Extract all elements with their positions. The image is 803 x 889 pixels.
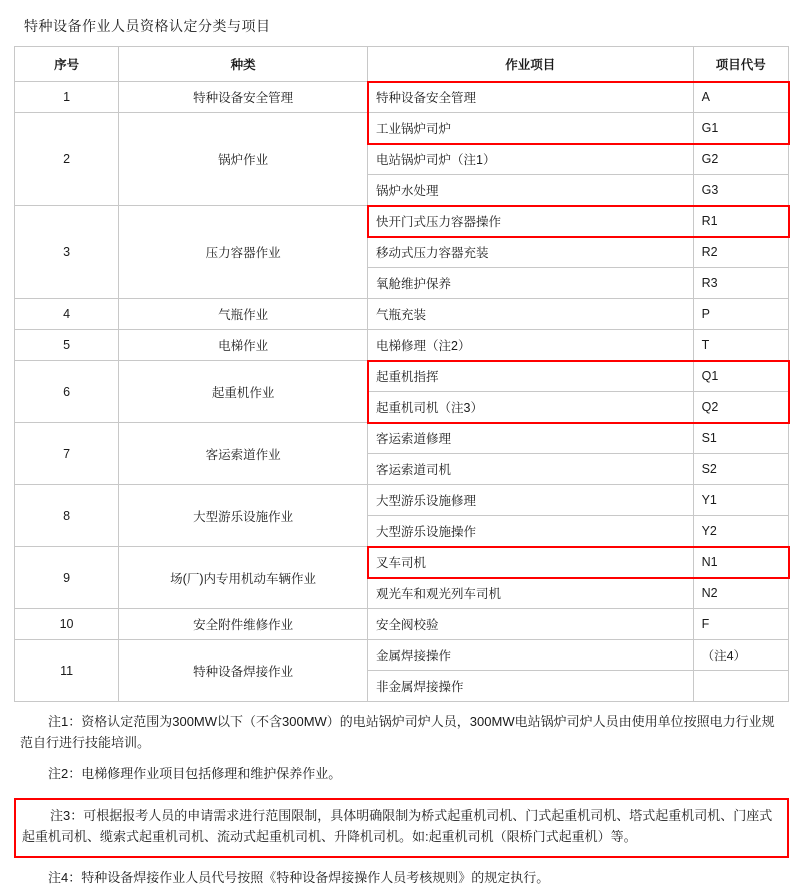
cell-kind: 电梯作业	[119, 330, 368, 361]
table-row	[15, 113, 789, 144]
page-title: 特种设备作业人员资格认定分类与项目	[24, 18, 271, 34]
cell-kind: 锅炉作业	[119, 113, 368, 206]
notes-section	[14, 712, 789, 889]
cell-code: F	[693, 609, 788, 640]
qualification-table	[14, 46, 789, 702]
cell-no: 6	[15, 361, 119, 423]
cell-code: Y1	[693, 485, 788, 516]
cell-kind: 特种设备安全管理	[119, 82, 368, 113]
cell-item: 非金属焊接操作	[368, 671, 694, 702]
cell-code: G2	[693, 144, 788, 175]
cell-kind: 安全附件维修作业	[119, 609, 368, 640]
cell-item: 观光车和观光列车司机	[368, 578, 694, 609]
cell-item: 氧舱维护保养	[368, 268, 694, 299]
table-row	[15, 330, 789, 361]
cell-item: 起重机指挥	[368, 361, 694, 392]
cell-no: 2	[15, 113, 119, 206]
cell-no: 1	[15, 82, 119, 113]
note-paragraph: 注3：可根据报考人员的申请需求进行范围限制，具体明确限制为桥式起重机司机、门式起重机司机、塔式起重机司机、门座式起重机司机、缆索式起重机司机、流动式起重机司机、升降机司机。如:起重机司机（限桥门式起重机）等。	[14, 798, 789, 858]
column-header-item: 作业项目	[368, 47, 694, 82]
cell-kind: 大型游乐设施作业	[119, 485, 368, 547]
cell-item: 快开门式压力容器操作	[368, 206, 694, 237]
table-header-row	[15, 47, 789, 82]
cell-kind: 压力容器作业	[119, 206, 368, 299]
cell-code: G3	[693, 175, 788, 206]
cell-code: P	[693, 299, 788, 330]
cell-code: Q1	[693, 361, 788, 392]
cell-item: 特种设备安全管理	[368, 82, 694, 113]
table-row	[15, 609, 789, 640]
cell-code: N1	[693, 547, 788, 578]
table-row	[15, 423, 789, 454]
cell-item: 锅炉水处理	[368, 175, 694, 206]
cell-code: N2	[693, 578, 788, 609]
table-body	[15, 82, 789, 702]
cell-code: R2	[693, 237, 788, 268]
table-row	[15, 547, 789, 578]
cell-code: Y2	[693, 516, 788, 547]
note-paragraph: 注4：特种设备焊接作业人员代号按照《特种设备焊接操作人员考核规则》的规定执行。	[48, 869, 550, 885]
cell-code: G1	[693, 113, 788, 144]
cell-no: 3	[15, 206, 119, 299]
cell-code: S2	[693, 454, 788, 485]
cell-code	[693, 671, 788, 702]
table-row	[15, 485, 789, 516]
cell-item: 大型游乐设施修理	[368, 485, 694, 516]
note-paragraph: 注1：资格认定范围为300MW以下（不含300MW）的电站锅炉司炉人员，300MW电站锅炉司炉人员由使用单位按照电力行业规范自行进行技能培训。	[20, 714, 775, 750]
table-row	[15, 206, 789, 237]
cell-no: 7	[15, 423, 119, 485]
cell-kind: 起重机作业	[119, 361, 368, 423]
note-paragraph: 注2：电梯修理作业项目包括修理和维护保养作业。	[48, 765, 342, 781]
cell-no: 9	[15, 547, 119, 609]
cell-code: T	[693, 330, 788, 361]
cell-item: 大型游乐设施操作	[368, 516, 694, 547]
cell-item: 起重机司机（注3）	[368, 392, 694, 423]
cell-item: 客运索道司机	[368, 454, 694, 485]
cell-item: 移动式压力容器充装	[368, 237, 694, 268]
cell-code: （注4）	[693, 640, 788, 671]
cell-no: 10	[15, 609, 119, 640]
cell-code: Q2	[693, 392, 788, 423]
cell-item: 叉车司机	[368, 547, 694, 578]
cell-item: 工业锅炉司炉	[368, 113, 694, 144]
cell-kind: 场(厂)内专用机动车辆作业	[119, 547, 368, 609]
cell-no: 5	[15, 330, 119, 361]
cell-item: 安全阀校验	[368, 609, 694, 640]
cell-code: S1	[693, 423, 788, 454]
cell-no: 11	[15, 640, 119, 702]
cell-code: A	[693, 82, 788, 113]
cell-no: 8	[15, 485, 119, 547]
cell-item: 客运索道修理	[368, 423, 694, 454]
cell-kind: 客运索道作业	[119, 423, 368, 485]
column-header-no: 序号	[15, 47, 119, 82]
cell-item: 金属焊接操作	[368, 640, 694, 671]
cell-kind: 气瓶作业	[119, 299, 368, 330]
table-row	[15, 640, 789, 671]
cell-kind: 特种设备焊接作业	[119, 640, 368, 702]
column-header-code: 项目代号	[693, 47, 788, 82]
cell-no: 4	[15, 299, 119, 330]
cell-item: 气瓶充装	[368, 299, 694, 330]
cell-item: 电梯修理（注2）	[368, 330, 694, 361]
table-row	[15, 82, 789, 113]
table-header	[15, 47, 789, 82]
cell-code: R3	[693, 268, 788, 299]
table-row	[15, 299, 789, 330]
column-header-kind: 种类	[119, 47, 368, 82]
cell-item: 电站锅炉司炉（注1）	[368, 144, 694, 175]
table-row	[15, 361, 789, 392]
cell-code: R1	[693, 206, 788, 237]
